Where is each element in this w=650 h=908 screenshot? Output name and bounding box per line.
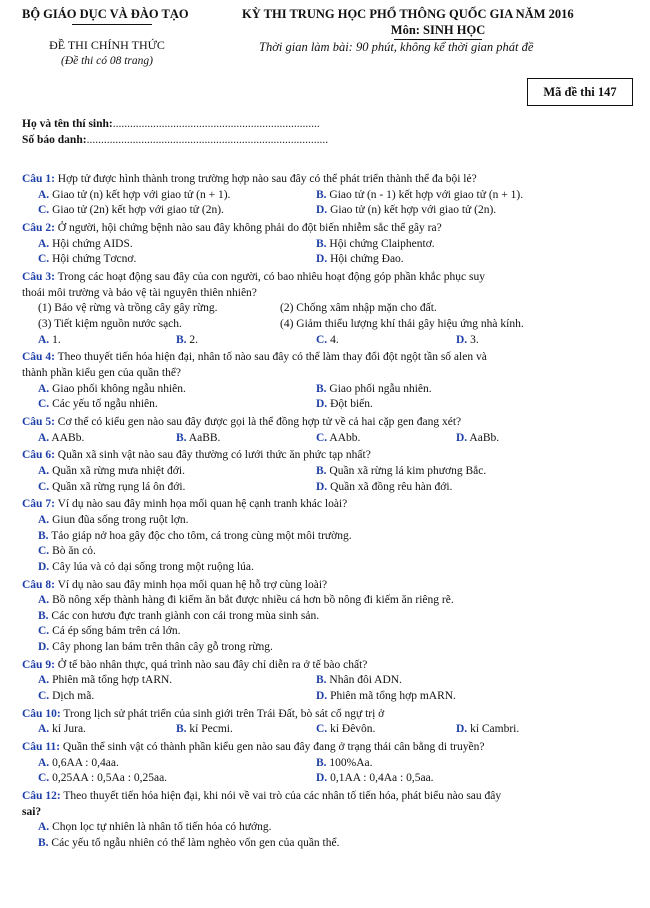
- question-label: Câu 11:: [22, 741, 61, 754]
- option-text: Quần xã rừng rụng lá ôn đới.: [49, 480, 186, 493]
- option-letter: B.: [316, 674, 327, 687]
- question-text-line: [22, 741, 484, 753]
- answer-option[interactable]: [38, 432, 84, 444]
- question-text: sai?: [22, 805, 42, 818]
- option-letter: B.: [38, 609, 49, 622]
- question-label: Câu 4:: [22, 351, 55, 364]
- option-letter: B.: [316, 756, 327, 769]
- question-text: thoái môi trường và bảo vệ tài nguyên thiên nhiên?: [22, 286, 257, 299]
- question-text: Ở tế bào nhân thực, quá trình nào sau đây chỉ diễn ra ở tế bào chất?: [54, 658, 368, 671]
- question-text: Theo thuyết tiến hóa hiện đại, nhân tố nào sau đây có thể làm thay đổi đột ngột tần số alen và: [54, 351, 487, 364]
- answer-option[interactable]: [316, 674, 402, 686]
- answer-option[interactable]: [38, 821, 272, 833]
- question-label: Câu 6:: [22, 449, 55, 462]
- option-letter: D.: [456, 431, 468, 444]
- answer-option[interactable]: [456, 432, 499, 444]
- option-text: Nhân đôi ADN.: [326, 674, 402, 687]
- option-letter: A.: [38, 821, 50, 834]
- option-text: AaBB.: [186, 431, 221, 444]
- option-letter: C.: [38, 690, 50, 702]
- answer-option[interactable]: [316, 481, 452, 493]
- question-text-line: [22, 416, 461, 428]
- candidate-id-row: [22, 134, 328, 146]
- option-text: Cây lúa và cỏ dại sống trong một ruộng lúa.: [49, 560, 254, 573]
- answer-option[interactable]: [38, 674, 172, 686]
- answer-option[interactable]: [316, 772, 434, 784]
- question-label: Câu 12:: [22, 790, 61, 803]
- option-text: Bồ nông xếp thành hàng đi kiếm ăn bắt được nhiều cá hơn bồ nông đi kiếm ăn riêng rẽ.: [49, 594, 454, 607]
- question-text-line: [22, 790, 501, 802]
- option-letter: C.: [38, 772, 50, 785]
- option-text: 2.: [186, 333, 199, 346]
- question-text: Trong các hoạt động sau đây của con người, có bao nhiêu hoạt động góp phần khắc phục suy: [54, 271, 485, 284]
- answer-option[interactable]: [38, 253, 136, 265]
- statement-item: (1) Bảo vệ rừng và trồng cây gây rừng.: [38, 302, 218, 315]
- question-text-line: [22, 367, 181, 379]
- question-text: Trong lịch sử phát triển của sinh giới trên Trái Đất, bò sát cổ ngự trị ở: [60, 707, 385, 720]
- question-label: Câu 5:: [22, 416, 55, 428]
- option-text: Giao phối không ngẫu nhiên.: [49, 382, 186, 395]
- answer-option[interactable]: [316, 204, 496, 216]
- option-text: Đột biến.: [327, 398, 373, 411]
- option-text: Quần xã rừng mưa nhiệt đới.: [49, 465, 185, 477]
- answer-option[interactable]: [316, 432, 360, 444]
- option-text: Dịch mã.: [49, 690, 95, 702]
- option-letter: C.: [38, 204, 50, 217]
- question-text: thành phần kiểu gen của quần thể?: [22, 367, 182, 379]
- question-text: Ví dụ nào sau đây minh họa mối quan hệ cạnh tranh khác loài?: [54, 498, 348, 511]
- option-text: Giao tử (n - 1) kết hợp với giao tử (n + 1).: [326, 188, 524, 201]
- answer-option[interactable]: [38, 189, 230, 201]
- option-text: Cá ép sống bám trên cá lớn.: [49, 625, 181, 638]
- option-letter: A.: [38, 431, 50, 444]
- option-letter: C.: [38, 480, 50, 493]
- option-text: Các yếu tố ngẫu nhiên.: [49, 398, 158, 411]
- question-label: Câu 7:: [22, 498, 55, 511]
- answer-option[interactable]: [38, 625, 180, 637]
- option-letter: D.: [456, 333, 468, 346]
- answer-option[interactable]: [316, 398, 373, 410]
- question-text-line: [22, 708, 384, 720]
- option-letter: A.: [38, 382, 50, 395]
- option-letter: A.: [38, 674, 50, 687]
- question-label: Câu 8:: [22, 578, 55, 591]
- option-text: Cây phong lan bám trên thân cây gỗ trong rừng.: [49, 641, 273, 653]
- option-text: 3.: [467, 333, 479, 346]
- option-text: Phiên mã tổng hợp mARN.: [327, 690, 456, 702]
- answer-option[interactable]: [316, 383, 432, 395]
- question-text-line: [22, 579, 327, 591]
- option-letter: B.: [176, 333, 187, 346]
- answer-option[interactable]: [38, 641, 273, 653]
- option-text: 0,25AA : 0,5Aa : 0,25aa.: [49, 772, 168, 785]
- option-text: 4.: [327, 333, 339, 346]
- candidate-id-label: Số báo danh:: [22, 134, 87, 146]
- question-text-line: [22, 173, 477, 185]
- option-text: Giao tử (2n) kết hợp với giao tử (2n).: [49, 204, 224, 217]
- answer-option[interactable]: [38, 757, 119, 769]
- option-letter: C.: [316, 723, 328, 736]
- option-text: kỉ Jura.: [49, 723, 86, 736]
- option-text: Hội chứng Đao.: [327, 253, 404, 266]
- question-label: Câu 10:: [22, 707, 61, 720]
- option-letter: B.: [316, 382, 327, 395]
- question-text: Quần thể sinh vật có thành phần kiểu gen nào sau đây đang ở trạng thái cân bằng di truyền?: [60, 741, 485, 754]
- candidate-name-label: Họ và tên thí sinh:: [22, 118, 113, 130]
- option-letter: D.: [316, 480, 328, 493]
- option-letter: A.: [38, 594, 50, 607]
- option-text: kỉ Đêvôn.: [327, 723, 376, 736]
- option-letter: D.: [316, 398, 328, 411]
- option-letter: A.: [38, 237, 50, 250]
- option-letter: D.: [316, 690, 328, 702]
- question-text-line: [22, 222, 442, 234]
- exam-title: KỲ THI TRUNG HỌC PHỔ THÔNG QUỐC GIA NĂM 2016: [242, 7, 574, 21]
- question-text-line: [22, 659, 367, 671]
- answer-option[interactable]: [38, 383, 186, 395]
- question-label: Câu 9:: [22, 658, 55, 671]
- option-letter: A.: [38, 333, 50, 346]
- candidate-name-row: [22, 118, 320, 130]
- option-letter: D.: [316, 204, 328, 217]
- question-text-line: [22, 498, 347, 510]
- option-text: Giao phối ngẫu nhiên.: [326, 382, 432, 395]
- option-letter: C.: [38, 253, 50, 266]
- question-text-line: [22, 449, 371, 461]
- answer-option[interactable]: [38, 398, 158, 410]
- option-letter: D.: [38, 641, 50, 653]
- question-text: Ở người, hội chứng bệnh nào sau đây không phải do đột biến nhiễm sắc thể gây ra?: [54, 222, 442, 235]
- option-text: 0,1AA : 0,4Aa : 0,5aa.: [327, 772, 434, 785]
- option-text: kỉ Pecmi.: [186, 723, 233, 736]
- answer-option[interactable]: [456, 334, 479, 346]
- option-letter: B.: [176, 431, 187, 444]
- option-letter: A.: [38, 188, 50, 201]
- answer-option[interactable]: [38, 204, 224, 216]
- option-text: AaBb.: [467, 431, 500, 444]
- option-text: kỉ Cambri.: [467, 723, 520, 736]
- option-text: Giao tử (n) kết hợp với giao tử (2n).: [327, 204, 497, 217]
- option-text: Hội chứng Claiphentơ.: [326, 237, 435, 250]
- answer-option[interactable]: [38, 481, 185, 493]
- exam-code: Mã đề thi 147: [543, 84, 617, 99]
- option-text: Bò ăn cỏ.: [49, 545, 96, 558]
- ministry-name: BỘ GIÁO DỤC VÀ ĐÀO TẠO: [22, 7, 189, 21]
- option-letter: D.: [38, 560, 50, 573]
- option-letter: D.: [316, 772, 328, 785]
- question-label: Câu 1:: [22, 173, 55, 186]
- exam-code-box: [527, 78, 633, 106]
- option-letter: D.: [456, 723, 468, 736]
- option-letter: B.: [316, 188, 327, 201]
- option-letter: C.: [316, 431, 328, 444]
- answer-option[interactable]: [38, 837, 339, 849]
- option-text: Giun đũa sống trong ruột lợn.: [49, 514, 189, 526]
- option-text: Phiên mã tổng hợp tARN.: [49, 674, 173, 687]
- option-text: Giao tử (n) kết hợp với giao tử (n + 1).: [49, 188, 231, 201]
- option-text: Tảo giáp nở hoa gây độc cho tôm, cá trong cùng một môi trường.: [48, 529, 352, 542]
- pages-note: (Đề thi có 08 trang): [61, 55, 153, 67]
- option-text: AAbb.: [327, 431, 361, 444]
- answer-option[interactable]: [316, 253, 404, 265]
- ministry-underline: [72, 24, 152, 25]
- option-text: 0,6AA : 0,4aa.: [49, 756, 119, 769]
- answer-option[interactable]: [176, 334, 198, 346]
- question-label: Câu 2:: [22, 222, 55, 235]
- answer-option[interactable]: [38, 610, 319, 622]
- answer-option[interactable]: [316, 690, 456, 702]
- answer-option[interactable]: [316, 465, 486, 477]
- answer-option[interactable]: [456, 723, 519, 735]
- question-text: Quần xã sinh vật nào sau đây thường có lưới thức ăn phức tạp nhất?: [54, 449, 371, 462]
- option-text: Chọn lọc tự nhiên là nhân tố tiến hóa có hướng.: [49, 821, 272, 834]
- answer-option[interactable]: [38, 334, 61, 346]
- answer-option[interactable]: [316, 757, 373, 769]
- option-letter: B.: [316, 465, 327, 477]
- option-text: Hội chứng AIDS.: [49, 237, 133, 250]
- option-letter: B.: [316, 237, 327, 250]
- option-text: 100%Aa.: [326, 756, 373, 769]
- candidate-name-field[interactable]: ........................................................................: [112, 118, 320, 130]
- option-letter: C.: [38, 625, 50, 638]
- answer-option[interactable]: [38, 545, 96, 557]
- option-text: 1.: [49, 333, 61, 346]
- question-text: Cơ thể có kiểu gen nào sau đây được gọi là thể đồng hợp tử về cả hai cặp gen đang xét?: [54, 416, 462, 428]
- answer-option[interactable]: [176, 432, 220, 444]
- option-text: Các con hươu đực tranh giành con cái trong mùa sinh sản.: [48, 609, 320, 622]
- answer-option[interactable]: [38, 772, 167, 784]
- candidate-id-field[interactable]: ....................................................................................: [86, 134, 329, 146]
- answer-option[interactable]: [38, 561, 254, 573]
- option-letter: A.: [38, 514, 50, 526]
- option-letter: C.: [38, 545, 50, 558]
- answer-option[interactable]: [38, 465, 185, 477]
- option-letter: A.: [38, 756, 50, 769]
- option-letter: A.: [38, 723, 50, 736]
- question-text-line: [22, 806, 41, 818]
- answer-option[interactable]: [316, 723, 375, 735]
- answer-option[interactable]: [316, 334, 339, 346]
- statement-item: (3) Tiết kiệm nguồn nước sạch.: [38, 318, 182, 330]
- question-text: Hợp tử được hình thành trong trường hợp nào sau đây có thể phát triển thành thể đa bội lẻ?: [54, 173, 477, 186]
- question-text-line: [22, 351, 487, 363]
- statement-item: (4) Giảm thiểu lượng khí thải gây hiệu ứng nhà kính.: [280, 318, 524, 330]
- option-text: Quần xã rừng lá kim phương Bắc.: [326, 465, 487, 477]
- official-label: ĐỀ THI CHÍNH THỨC: [49, 38, 165, 52]
- answer-option[interactable]: [38, 514, 188, 526]
- question-label: Câu 3:: [22, 271, 55, 284]
- option-letter: B.: [176, 723, 187, 736]
- option-letter: B.: [38, 529, 49, 542]
- option-text: Các yếu tố ngẫu nhiên có thể làm nghèo vốn gen của quần thể.: [48, 837, 340, 849]
- statement-item: (2) Chống xâm nhập mặn cho đất.: [280, 302, 437, 315]
- option-text: Hội chứng Tơcnơ.: [49, 253, 137, 266]
- answer-option[interactable]: [38, 238, 133, 250]
- option-letter: D.: [316, 253, 328, 266]
- duration-line: Thời gian làm bài: 90 phút, không kể thời gian phát đề: [259, 40, 534, 54]
- option-letter: C.: [316, 333, 328, 346]
- option-text: AABb.: [49, 431, 85, 444]
- option-text: Quần xã đồng rêu hàn đới.: [327, 480, 453, 493]
- option-letter: A.: [38, 465, 50, 477]
- subject-line: Môn: SINH HỌC: [390, 23, 486, 37]
- answer-option[interactable]: [38, 594, 454, 606]
- question-text-line: [22, 271, 485, 283]
- answer-option[interactable]: [38, 530, 352, 542]
- answer-option[interactable]: [316, 189, 523, 201]
- option-letter: C.: [38, 398, 50, 411]
- question-text-line: [22, 287, 257, 299]
- answer-option[interactable]: [176, 723, 233, 735]
- answer-option[interactable]: [38, 690, 94, 702]
- option-letter: B.: [38, 837, 49, 849]
- answer-option[interactable]: [38, 723, 86, 735]
- answer-option[interactable]: [316, 238, 435, 250]
- question-text: Theo thuyết tiến hóa hiện đại, khi nói về vai trò của các nhân tố tiến hóa, phát biểu nào sau đây: [60, 790, 502, 803]
- question-text: Ví dụ nào sau đây minh họa mối quan hệ hỗ trợ cùng loài?: [54, 578, 328, 591]
